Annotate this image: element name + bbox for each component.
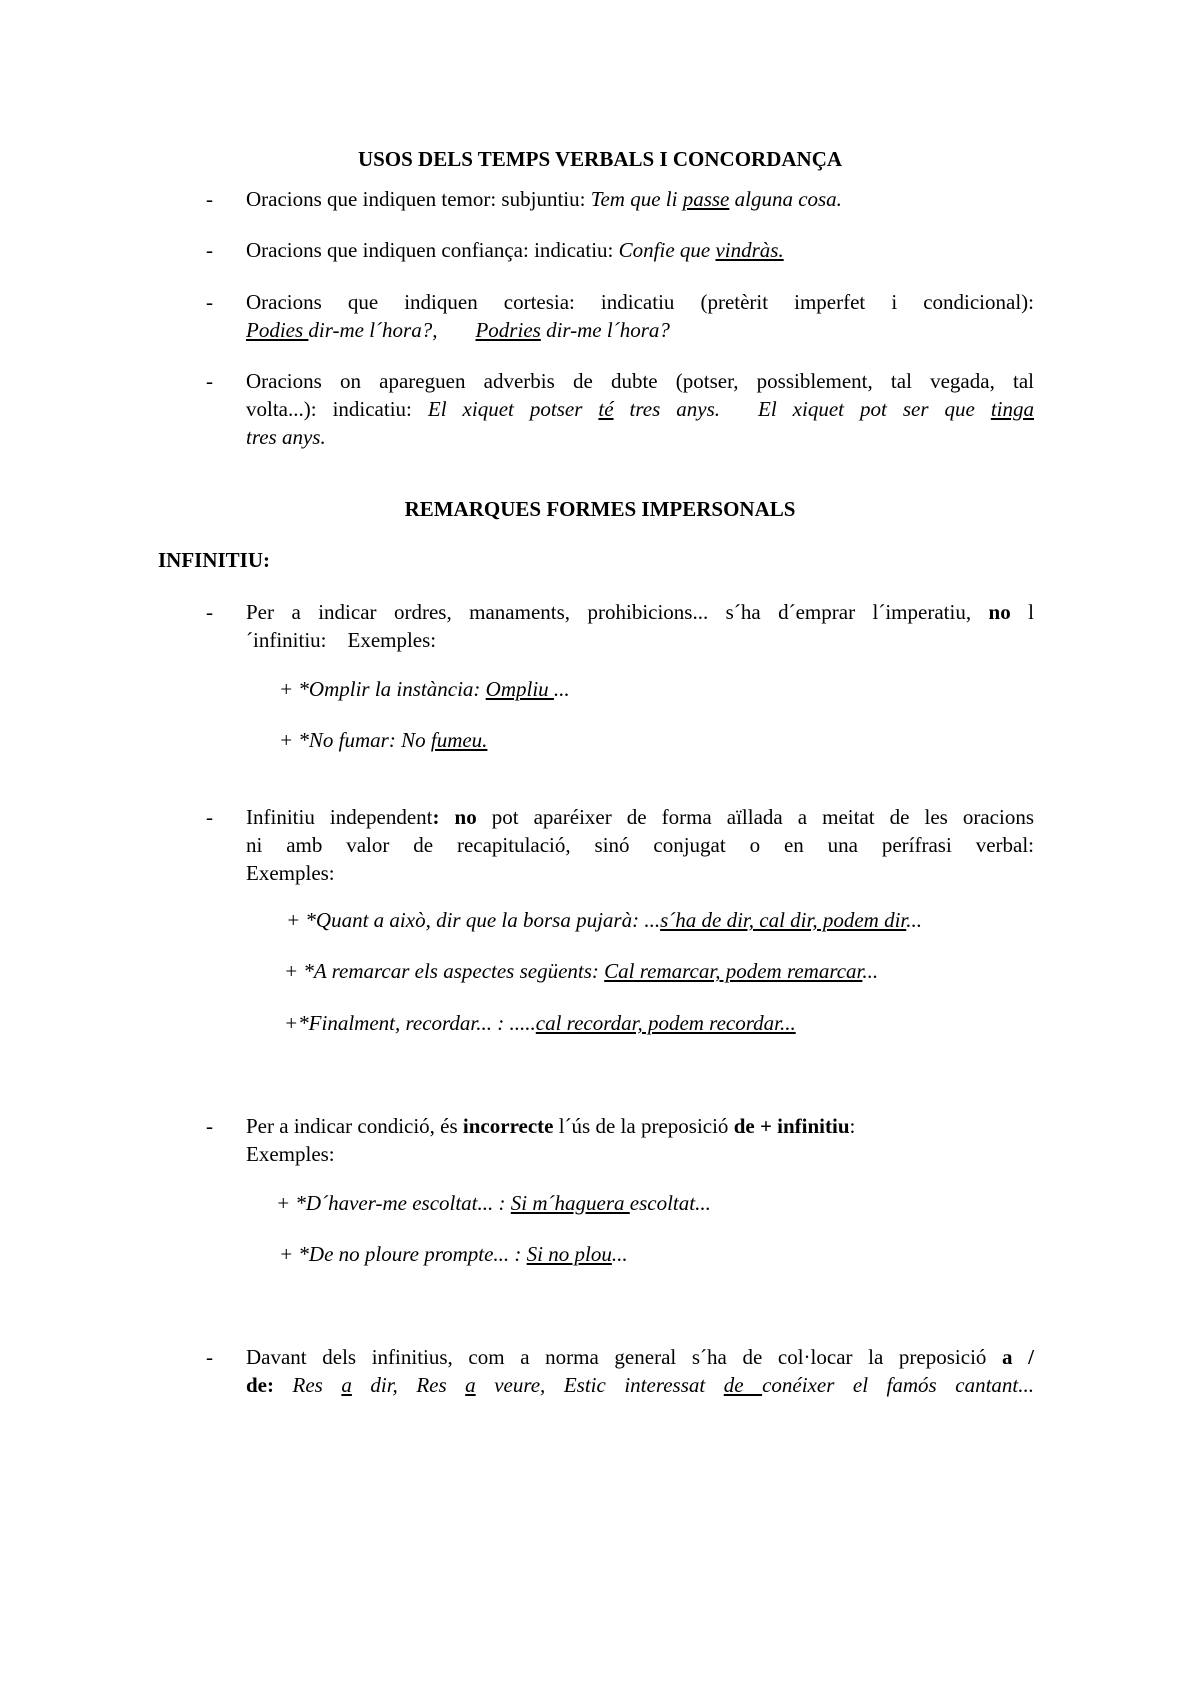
example-text: Tem que li (590, 187, 683, 211)
example-line (286, 906, 922, 934)
item-text: ´infinitiu: Exemples: (246, 628, 437, 652)
emphasis-text: no (988, 600, 1011, 624)
list-item (246, 598, 1034, 654)
example-text: + *De no ploure prompte... : (279, 1242, 527, 1266)
item-text: Oracions que indiquen temor: subjuntiu: (246, 187, 591, 211)
example-verb: Podies (246, 318, 309, 342)
list-item (246, 367, 1034, 451)
example-text: + *No fumar: No (279, 728, 431, 752)
list-item (246, 803, 1034, 887)
example-text: tres anys. (246, 425, 326, 449)
section-title: REMARQUES FORMES IMPERSONALS (404, 497, 796, 521)
example-verb: passe (682, 187, 730, 211)
example-text: escoltat... (629, 1191, 711, 1215)
example-text: ... (906, 908, 923, 932)
list-item (246, 1112, 1034, 1168)
item-text: Oracions on apareguen adverbis de dubte (potser, possiblement, tal vegada, tal (246, 369, 1034, 393)
example-correction: Cal remarcar, podem remarcar (604, 959, 863, 983)
item-text (246, 803, 1034, 831)
item-text: volta...): indicatiu: (246, 397, 428, 421)
list-bullet: - (206, 805, 213, 829)
item-text: Oracions que indiquen confiança: indicatiu: (246, 238, 619, 262)
item-text-part: Infinitiu independent (246, 805, 433, 829)
page-title: USOS DELS TEMPS VERBALS I CONCORDANÇA (357, 147, 843, 171)
example-verb: Podries (475, 318, 541, 342)
example-text: Confie que (618, 238, 716, 262)
list-bullet: - (206, 600, 213, 624)
item-text: Oracions que indiquen cortesia: indicatiu (pretèrit imperfet i condicional): (246, 290, 1034, 314)
item-text: Exemples: (246, 1142, 335, 1166)
item-text-part: : (849, 1114, 856, 1138)
example-text: El xiquet pot ser que (758, 397, 991, 421)
example-line (284, 1009, 796, 1037)
emphasis-text: de + infinitiu (733, 1114, 850, 1138)
example-text: Res (274, 1373, 342, 1397)
example-line (279, 1240, 628, 1268)
example-text: +*Finalment, recordar... : ..... (284, 1011, 536, 1035)
example-line (246, 316, 1034, 344)
list-bullet: - (206, 1114, 213, 1138)
example-verb: vindràs. (715, 238, 784, 262)
example-text: tres anys. (613, 397, 721, 421)
section-subtitle: INFINITIU: (158, 548, 271, 572)
example-verb: tinga (990, 397, 1034, 421)
emphasis-text: : no (432, 805, 477, 829)
list-bullet: - (206, 187, 213, 211)
item-text: Exemples: (246, 861, 335, 885)
item-text (246, 1343, 1034, 1371)
example-line (284, 957, 878, 985)
example-correction: s´ha de dir, cal dir, podem dir (660, 908, 907, 932)
example-text: ... (862, 959, 879, 983)
example-text: + *A remarcar els aspectes següents: (284, 959, 605, 983)
list-item (246, 288, 1034, 344)
example-text: dir-me l´hora?, (308, 318, 438, 342)
example-text: veure, Estic interessat (475, 1373, 724, 1397)
item-text-part: l´ús de la preposició (553, 1114, 734, 1138)
example-line (246, 1371, 1034, 1399)
item-text-part: pot aparéixer de forma aïllada a meitat de les oracions (476, 805, 1034, 829)
example-line (279, 675, 570, 703)
example-text: conéixer el famós cantant... (762, 1373, 1034, 1397)
example-text: + *Omplir la instància: (279, 677, 486, 701)
example-text: dir, Res (351, 1373, 466, 1397)
list-bullet: - (206, 369, 213, 393)
example-text: + *Quant a això, dir que la borsa pujarà: ... (286, 908, 661, 932)
example-correction: fumeu. (430, 728, 488, 752)
item-text (246, 1112, 1034, 1140)
example-text: alguna cosa. (729, 187, 842, 211)
example-preposition: a (341, 1373, 352, 1397)
item-text-part: Davant dels infinitius, com a norma general s´ha de col·locar la preposició (246, 1345, 1003, 1369)
example-text: ... (611, 1242, 628, 1266)
example-correction: Si no plou (526, 1242, 612, 1266)
example-text: El xiquet potser (427, 397, 599, 421)
item-text (246, 598, 1034, 626)
example-line (276, 1189, 711, 1217)
example-text: ... (553, 677, 570, 701)
item-text-part: l (1010, 600, 1035, 624)
item-text-part: Per a indicar condició, és (246, 1114, 463, 1138)
example-line (246, 395, 1034, 423)
example-preposition: a (465, 1373, 476, 1397)
list-bullet: - (206, 290, 213, 314)
example-line (279, 726, 487, 754)
emphasis-text: incorrecte (462, 1114, 554, 1138)
example-correction: Ompliu (485, 677, 554, 701)
example-correction: cal recordar, podem recordar... (535, 1011, 796, 1035)
emphasis-text: a / (1002, 1345, 1034, 1369)
list-bullet: - (206, 238, 213, 262)
example-verb: té (598, 397, 614, 421)
list-item (246, 236, 784, 264)
list-item (246, 185, 842, 213)
item-text: ni amb valor de recapitulació, sinó conjugat o en una perífrasi verbal: (246, 833, 1034, 857)
item-text-part: Per a indicar ordres, manaments, prohibicions... s´ha d´emprar l´imperatiu, (246, 600, 989, 624)
example-text: dir-me l´hora? (540, 318, 670, 342)
example-correction: Si m´haguera (510, 1191, 630, 1215)
example-preposition: de (723, 1373, 763, 1397)
example-text: + *D´haver-me escoltat... : (276, 1191, 511, 1215)
list-bullet: - (206, 1345, 213, 1369)
list-item (246, 1343, 1034, 1399)
emphasis-text: de: (246, 1373, 274, 1397)
